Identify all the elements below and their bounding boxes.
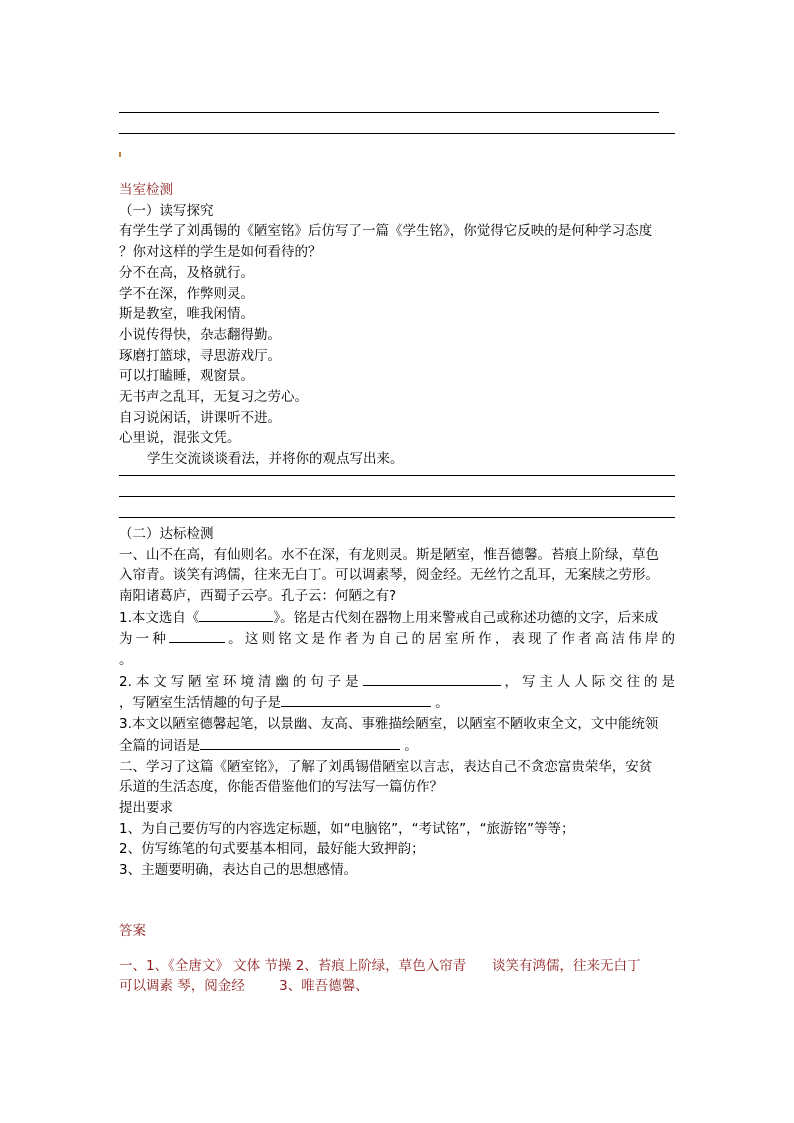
poem-line: 分不在高，及格就行。	[119, 264, 254, 281]
fill-blank[interactable]	[363, 671, 501, 686]
stray-mark	[119, 152, 121, 157]
answers-title: 答案	[119, 922, 146, 939]
answer-rule	[119, 517, 675, 518]
part1-prompt: 学生交流谈谈看法，并将你的观点写出来。	[147, 451, 404, 468]
requirement-item: 1、为自己要仿写的内容选定标题，如“电脑铭”，“考试铭”，“旅游铭”等等；	[119, 820, 575, 837]
answer-rule	[119, 496, 675, 497]
answer-lines	[119, 470, 675, 540]
poem-line: 斯是教室，唯我闲情。	[119, 306, 254, 323]
task-line: 乐道的生活态度，你能否借鉴他们的写法写一篇仿作？	[119, 779, 443, 796]
question-3: 3.本文以陋室德馨起笔，以景幽、友高、事雅描绘陋室，以陋室不陋收束全文，文中能统领	[119, 716, 659, 733]
section-title: 当室检测	[119, 182, 173, 198]
poem-line: 小说传得快，杂志翻得勤。	[119, 326, 281, 343]
top-rule-1	[119, 112, 659, 113]
fill-blank[interactable]	[200, 735, 400, 750]
part2-heading: （二）达标检测	[119, 525, 214, 542]
passage-line: 一、山不在高，有仙则名。水不在深，有龙则灵。斯是陋室，惟吾德馨。苔痕上阶绿，草色	[119, 546, 659, 563]
answer-rule	[119, 475, 675, 476]
fill-blank[interactable]	[169, 628, 225, 643]
requirement-item: 2、仿写练笔的句式要基本相同，最好能大致押韵；	[119, 841, 425, 858]
fill-blank[interactable]	[199, 607, 273, 622]
question-1-end: 。	[119, 652, 133, 669]
question-3-cont: 全篇的词语是 。	[119, 735, 675, 757]
poem-line: 可以打瞌睡，观窗景。	[119, 368, 254, 385]
part1-question-line: 有学生学了刘禹锡的《陋室铭》后仿写了一篇《学生铭》，你觉得它反映的是何种学习态度	[119, 223, 653, 240]
poem-line: 学不在深，作弊则灵。	[119, 285, 254, 302]
question-2: 2.本文写陋室环境清幽的句子是 ，写主人人际交往的是	[119, 671, 675, 693]
top-rule-2	[119, 133, 675, 134]
question-1: 1.本文选自《 》。铭是古代刻在器物上用来警戒自己或称述功德的文字，后来成	[119, 607, 675, 629]
passage-line: 南阳诸葛庐，西蜀子云亭。孔子云：何陋之有?	[119, 587, 397, 604]
document-body	[119, 180, 675, 997]
task-line: 二、学习了这篇《陋室铭》，了解了刘禹锡借陋室以言志，表达自己不贪恋富贵荣华，安贫	[119, 758, 653, 775]
answer-line: 可以调素 琴，阅金经 3、唯吾德馨、	[119, 978, 369, 995]
question-1-cont: 为一种 。这则铭文是作者为自己的居室所作，表现了作者高洁伟岸的	[119, 628, 675, 650]
requirement-item: 3、主题要明确，表达自己的思想感情。	[119, 862, 358, 879]
poem-line: 琢磨打篮球，寻思游戏厅。	[119, 347, 281, 364]
fill-blank[interactable]	[281, 692, 431, 707]
requirements-title: 提出要求	[119, 799, 173, 816]
question-2-cont: ，写陋室生活情趣的句子是 。	[119, 692, 675, 714]
poem-line: 自习说闲话，讲课听不进。	[119, 409, 281, 426]
part1-question-line: ？你对这样的学生是如何看待的？	[119, 244, 322, 261]
poem-line: 无书声之乱耳，无复习之劳心。	[119, 389, 308, 406]
answer-line: 一、1、《全唐文》 文体 节操 2、苔痕上阶绿，草色入帘青 谈笑有鸿儒，往来无白丁	[119, 957, 641, 974]
poem-line: 心里说，混张文凭。	[119, 430, 241, 447]
passage-line: 入帘青。谈笑有鸿儒，往来无白丁。可以调素琴，阅金经。无丝竹之乱耳，无案牍之劳形。	[119, 567, 659, 584]
part1-heading: （一）读写探究	[119, 202, 214, 219]
